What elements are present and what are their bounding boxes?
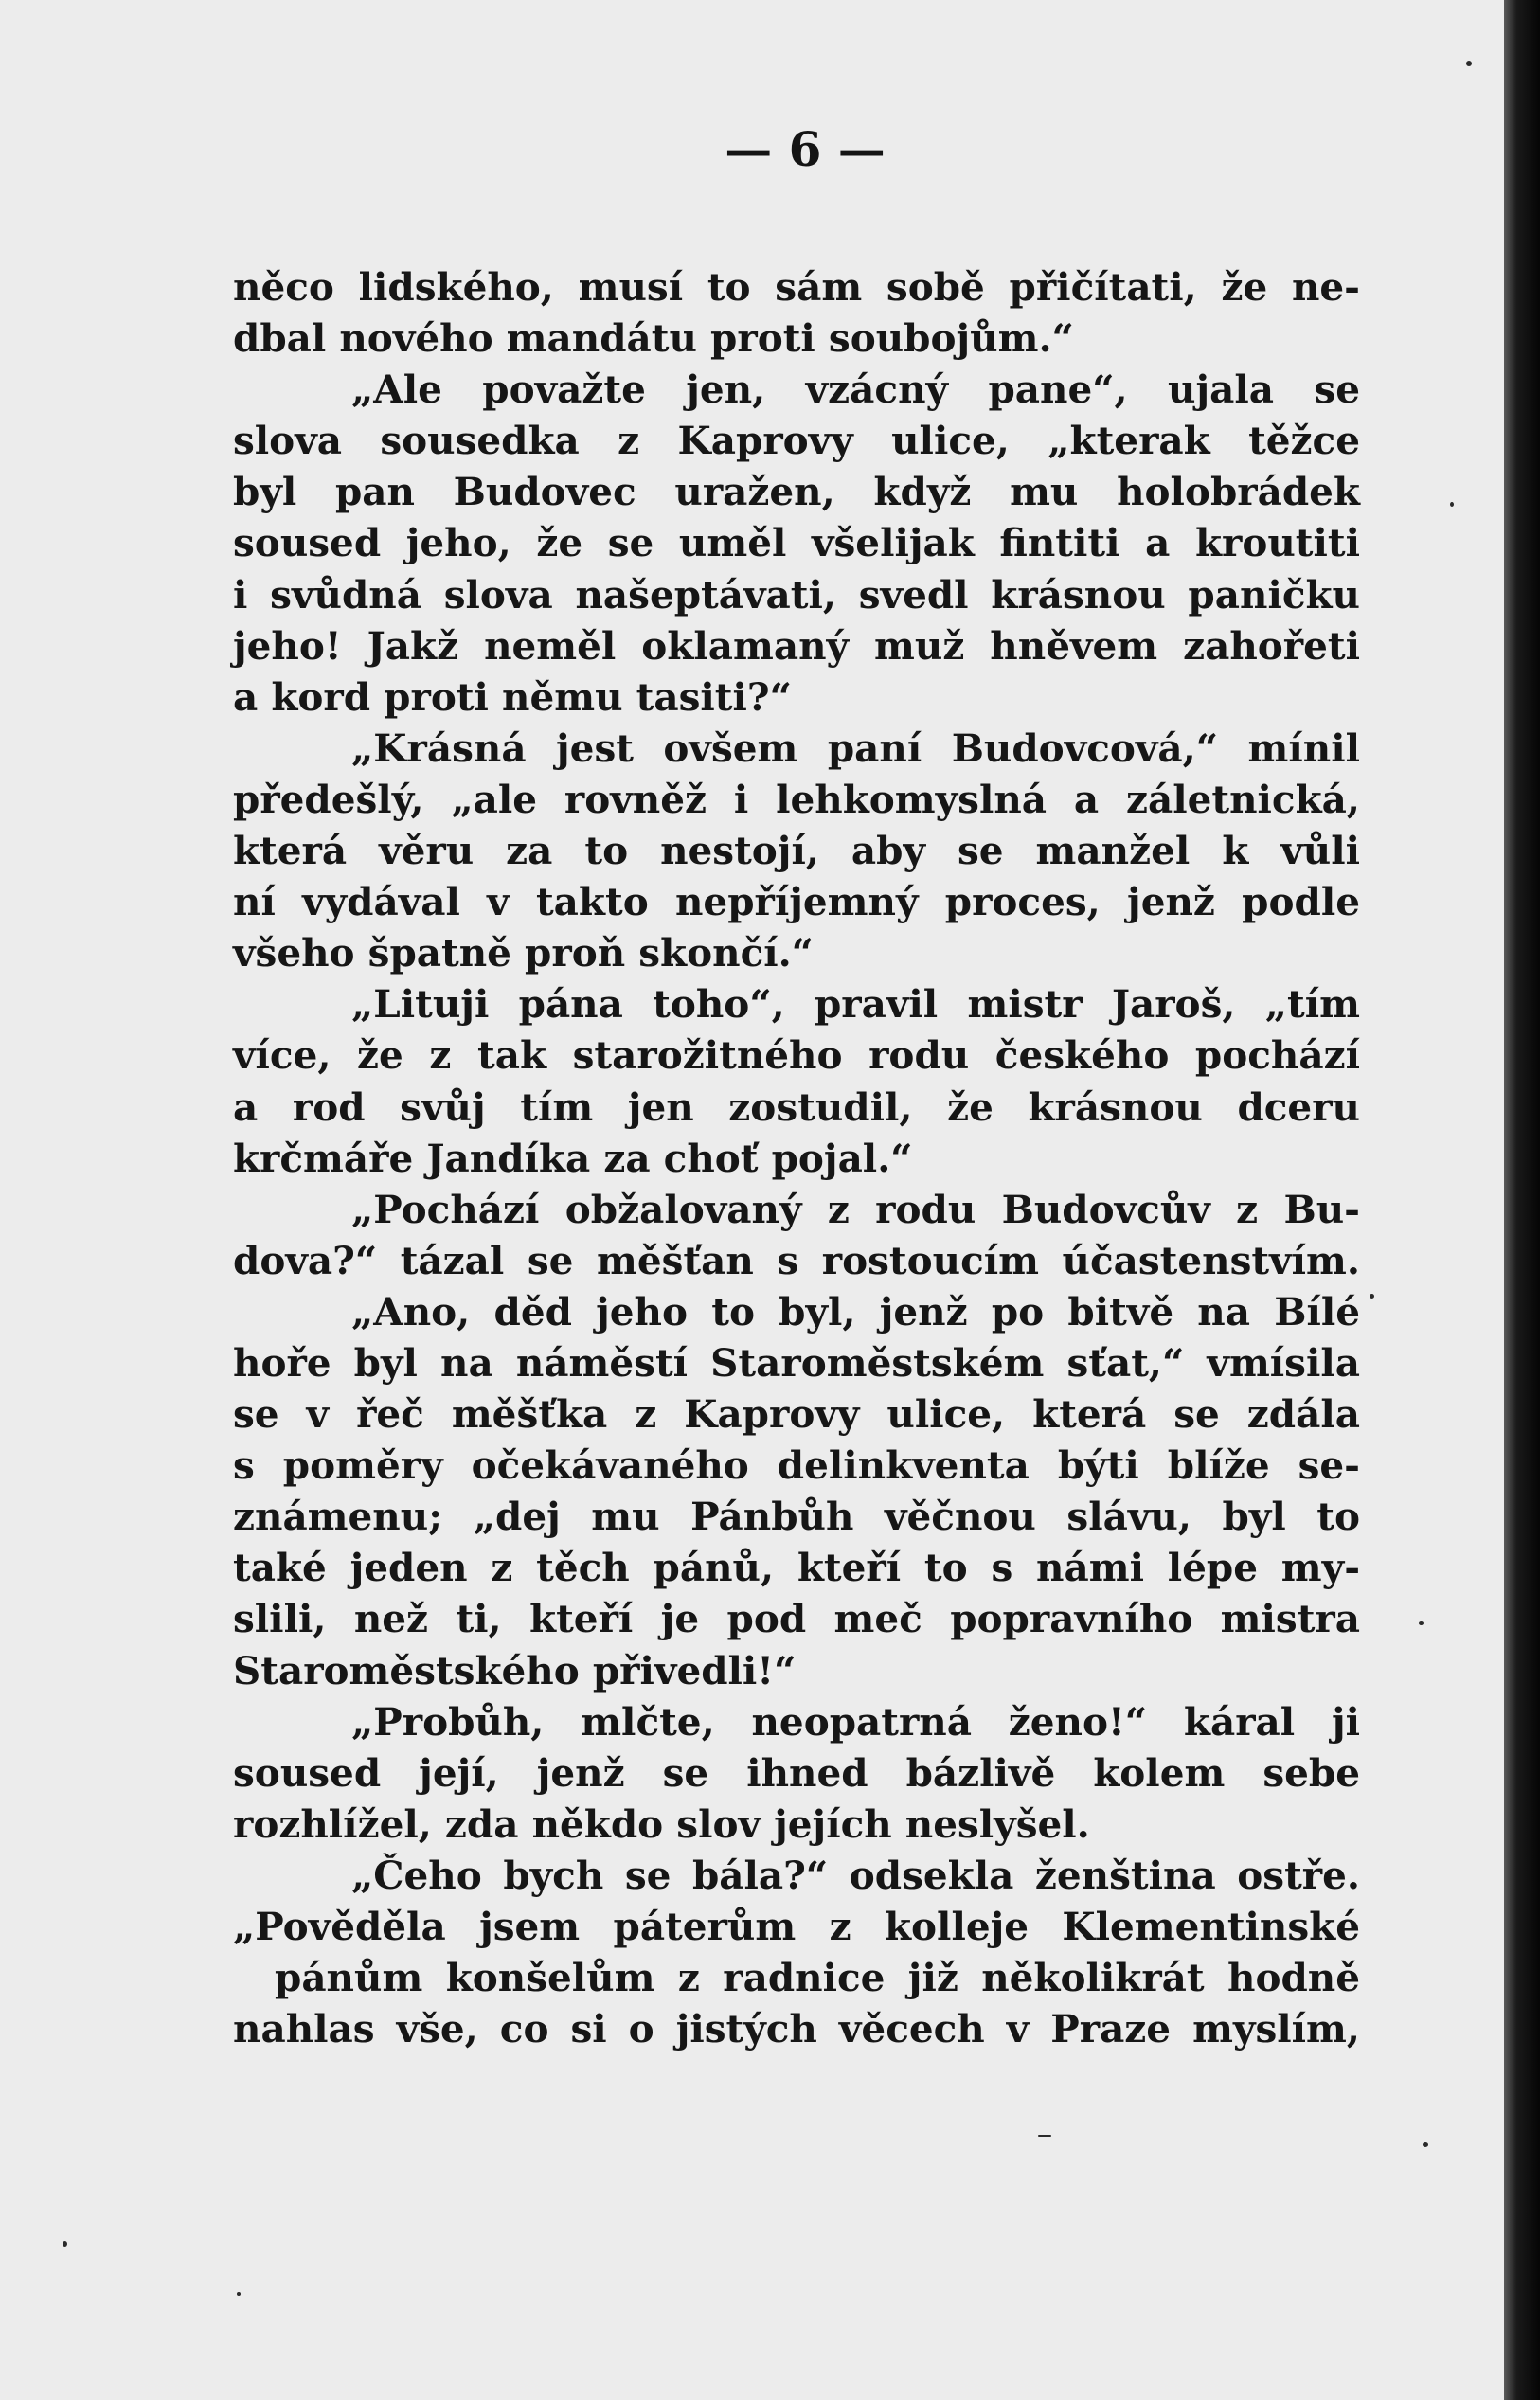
text-line: která věru za to nestojí, aby se manžel k vůli (233, 828, 1360, 874)
text-line: rozhlížel, zda někdo slov jejích neslyšel. (233, 1800, 1090, 1847)
print-speck (1370, 1294, 1374, 1299)
text-line: slova sousedka z Kaprovy ulice, „kterak těžce (233, 418, 1360, 464)
book-spine (1504, 0, 1540, 2400)
text-line: dbal nového mandátu proti soubojům.“ (233, 315, 1074, 362)
text-line: dova?“ tázal se měšťan s rostoucím účastenstvím. (233, 1237, 1360, 1283)
text-line: byl pan Budovec uražen, když mu holobrádek (233, 469, 1360, 515)
text-line: nahlas vše, co si o jistých věcech v Praze myslím, (233, 2006, 1360, 2052)
text-line: předešlý, „ale rovněž i lehkomyslná a záletnická, (233, 776, 1360, 822)
text-line: hoře byl na náměstí Staroměstském sťat,“ vmísila (233, 1339, 1360, 1386)
text-line: pánům konšelům z radnice již několikrát hodně (275, 1955, 1360, 2001)
text-line: „Lituji pána toho“, pravil mistr Jaroš, „tím (351, 981, 1360, 1028)
print-speck (1423, 2142, 1428, 2147)
text-line: a rod svůj tím jen zostudil, že krásnou dceru (233, 1084, 1360, 1130)
text-line: známenu; „dej mu Pánbůh věčnou slávu, byl to (233, 1494, 1360, 1540)
text-line: s poměry očekávaného delinkventa býti blíže se- (233, 1442, 1360, 1489)
text-line: „Pověděla jsem páterům z kolleje Klementinské (233, 1904, 1360, 1949)
text-line: Staroměstského přivedli!“ (233, 1647, 797, 1693)
text-line: se v řeč měšťka z Kaprovy ulice, která se zdála (233, 1391, 1360, 1438)
text-line: soused její, jenž se ihned bázlivě kolem sebe (233, 1749, 1360, 1796)
text-line: slili, než ti, kteří je pod meč popravního mistra (233, 1596, 1360, 1642)
text-line: „Ano, děd jeho to byl, jenž po bitvě na Bílé (351, 1288, 1360, 1334)
text-line: i svůdná slova našeptávati, svedl krásnou paničku (233, 571, 1360, 618)
print-speck (63, 2241, 67, 2247)
text-line: krčmáře Jandíka za choť pojal.“ (233, 1135, 913, 1181)
text-line: „Ale považte jen, vzácný pane“, ujala se (351, 367, 1360, 413)
text-line: jeho! Jakž neměl oklamaný muž hněvem zahořeti (233, 622, 1360, 669)
text-line: „Čeho bych se bála?“ odsekla ženština ostře. (351, 1852, 1360, 1898)
text-line: ní vydával v takto nepříjemný proces, jenž podle (233, 879, 1360, 925)
print-speck (1450, 502, 1454, 507)
print-speck (237, 2292, 241, 2296)
text-line: „Probůh, mlčte, neopatrná ženo!“ káral ji (351, 1698, 1360, 1745)
page-number: — 6 — (725, 121, 886, 177)
print-speck (1466, 61, 1472, 66)
text-line: něco lidského, musí to sám sobě přičítati, že ne- (233, 264, 1360, 310)
text-line: „Pochází obžalovaný z rodu Budovcův z Bu- (351, 1186, 1360, 1232)
text-line: více, že z tak starožitného rodu českého pochází (233, 1032, 1360, 1079)
body-text (233, 261, 1360, 2054)
text-line: všeho špatně proň skončí.“ (233, 930, 815, 976)
text-line: „Krásná jest ovšem paní Budovcová,“ mínil (351, 725, 1360, 771)
text-line: soused jeho, že se uměl všelijak fintiti a kroutiti (233, 520, 1360, 566)
print-speck (1038, 2135, 1051, 2137)
text-line: také jeden z těch pánů, kteří to s námi lépe my- (233, 1545, 1360, 1591)
print-speck (1419, 1621, 1424, 1625)
text-line: a kord proti němu tasiti?“ (233, 673, 792, 720)
